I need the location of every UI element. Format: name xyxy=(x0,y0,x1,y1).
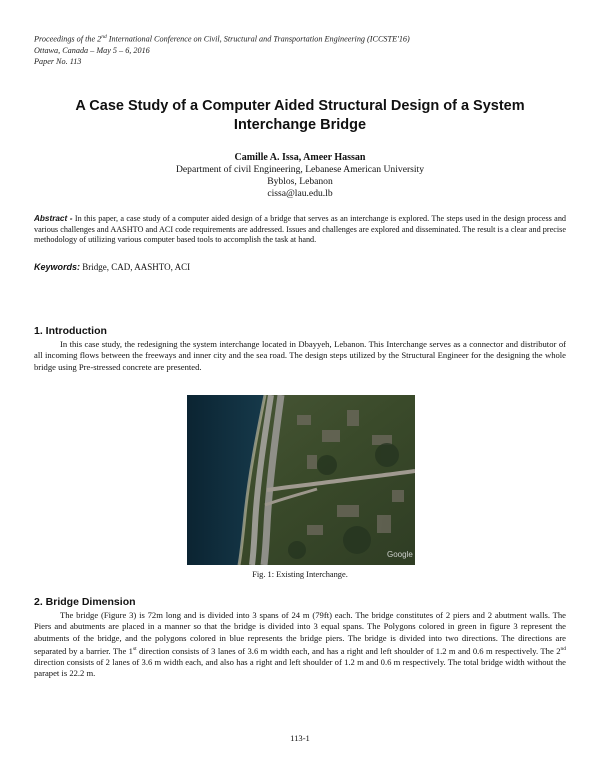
keywords-label: Keywords: xyxy=(34,262,81,272)
author-names: Camille A. Issa, Ameer Hassan xyxy=(234,152,366,163)
section-text-introduction: In this case study, the redesigning the system interchange located in Dbayyeh, Lebanon. This Interchange serves as a connector and distributor of all incoming flows between the freeways and inner city and the sea road. The design steps utilized by the Structural Engineer for the designing the whole bridge using Pre-stressed concrete are presented. xyxy=(34,339,566,372)
keywords-text: Bridge, CAD, AASHTO, ACI xyxy=(80,262,191,272)
section-title-bridge-dimension: 2. Bridge Dimension xyxy=(34,596,136,608)
figure-caption: Fig. 1: Existing Interchange. xyxy=(252,570,348,579)
author-email: cissa@lau.edu.lb xyxy=(267,188,333,199)
paper-title: A Case Study of a Computer Aided Structural Design of a System Interchange Bridge xyxy=(75,98,525,133)
satellite-map-graphic xyxy=(187,395,415,565)
author-department: Department of civil Engineering, Lebanese American University xyxy=(175,164,425,175)
header-conference: Proceedings of the 2nd International Conference on Civil, Structural and Transportation Engineering (ICCSTE'16) xyxy=(34,34,410,44)
header-paper-number: Paper No. 113 xyxy=(34,56,82,66)
abstract xyxy=(34,214,566,246)
page-number: 113-1 xyxy=(290,733,310,743)
abstract-text: In this paper, a case study of a computer aided design of a bridge that serves as an interchange is explored. The steps used in the design process and various challenges and AASHTO and ACI code requirements are addressed. Issues and challenges are explored and disseminated. The result is a clear and precise methodology of utilizing various computer based tools to accomplish the task at hand. xyxy=(34,214,567,245)
abstract-label: Abstract - xyxy=(34,214,73,223)
proceedings-header xyxy=(34,32,410,67)
section-title-introduction: 1. Introduction xyxy=(34,325,107,337)
author-block xyxy=(0,152,600,200)
figure-satellite-image xyxy=(187,395,415,565)
author-location: Byblos, Lebanon xyxy=(267,176,333,187)
section-text-bridge-dimension: The bridge (Figure 3) is 72m long and is divided into 3 spans of 24 m (79ft) each. The bridge constitutes of 2 piers and 2 abutment walls. The Piers and abutments are placed in a manner so that the bridge is divided into 3 equal spans. The Polygons colored in green in figure 3 represent the abutments of the bridge, and the polygons colored in blue represents the bridge piers. The bridge is divided into two directions. The directions are separated by a barrier. The 1st direction consists of 3 lanes of 3.6 m width each, and has a right and left shoulder of 1.2 m and 0.6 m respectively. The 2nd direction consists of 2 lanes of 3.6 m width each, and also has a right and left shoulder of 1.2 m and 0.6 m respectively. The total bridge width without the parapet is 22.2 m. xyxy=(34,610,566,679)
google-watermark: Google xyxy=(387,550,413,559)
keywords xyxy=(34,262,190,272)
header-location-date: Ottawa, Canada – May 5 – 6, 2016 xyxy=(34,45,150,55)
